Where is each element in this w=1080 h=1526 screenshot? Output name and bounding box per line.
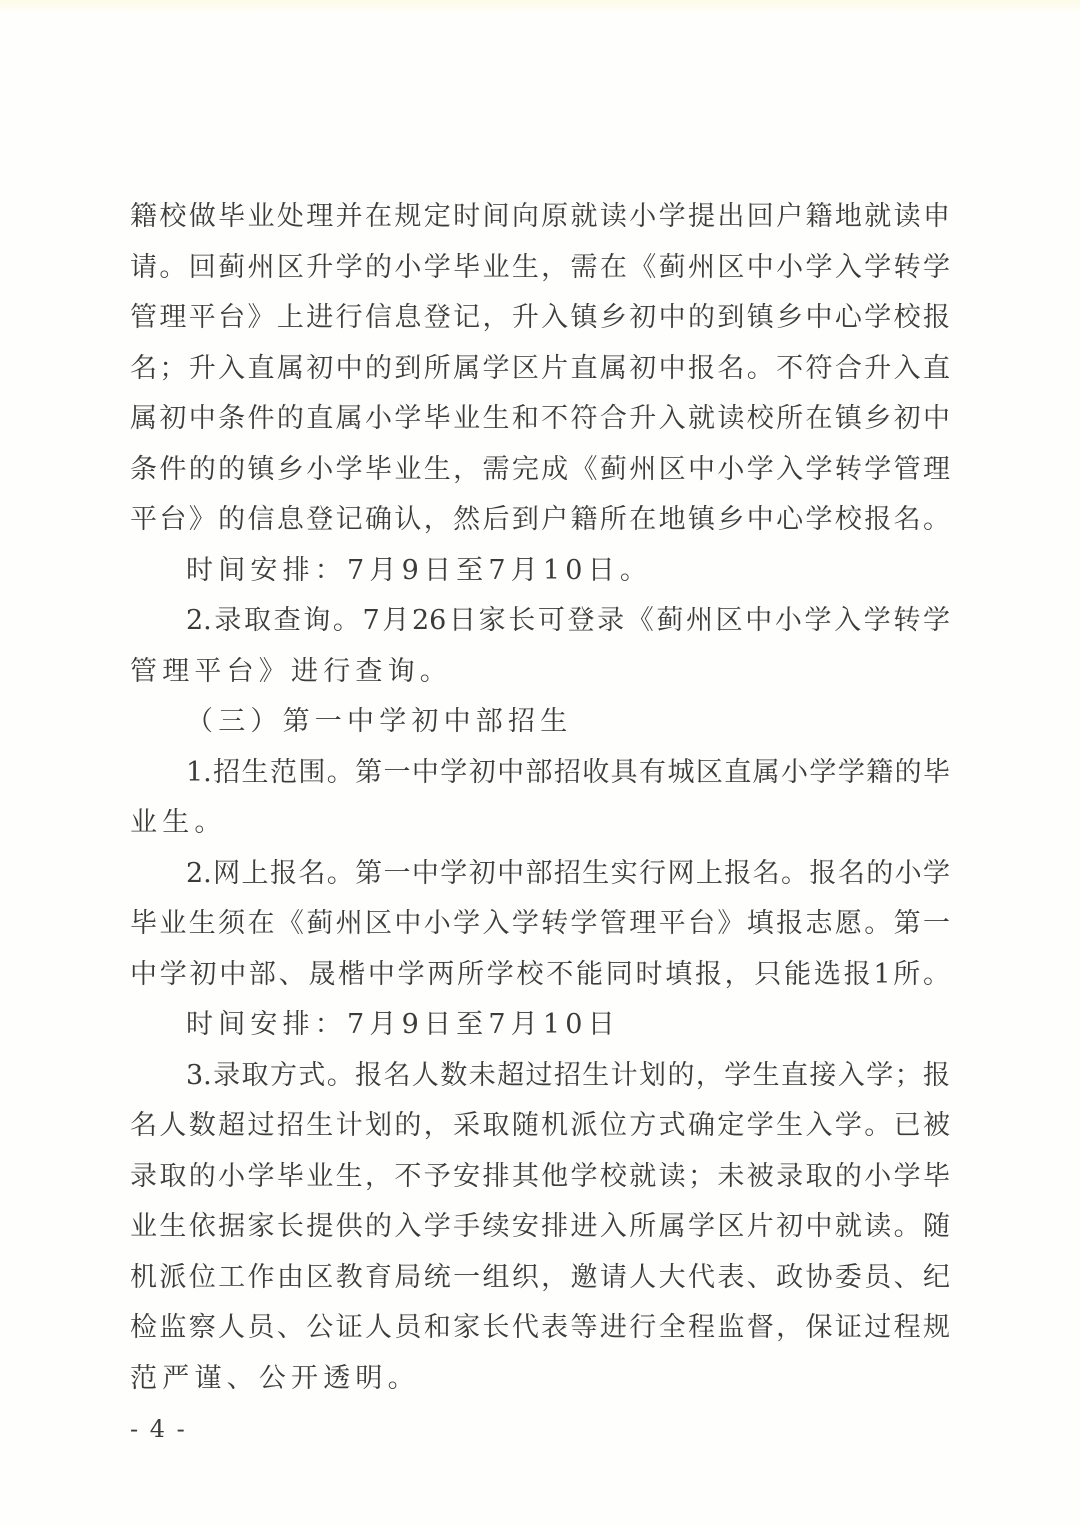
- schedule-line: 时间安排：7月9日至7月10日。: [186, 554, 653, 586]
- body-line: 平台》的信息登记确认，然后到户籍所在地镇乡中心学校报名。: [130, 504, 950, 535]
- body-line: 名；升入直属初中的到所属学区片直属初中报名。不符合升入直: [130, 352, 950, 384]
- body-line: 毕业生须在《蓟州区中小学入学转学管理平台》填报志愿。第一: [130, 908, 950, 939]
- page-number: - 4 -: [130, 1415, 187, 1443]
- body-line: 请。回蓟州区升学的小学毕业生，需在《蓟州区中小学入学转学: [130, 251, 950, 283]
- body-line: 业生。: [130, 807, 227, 838]
- document-body: [130, 192, 950, 1404]
- body-line: 管理平台》上进行信息登记，升入镇乡初中的到镇乡中心学校报: [130, 302, 950, 333]
- body-line: 名人数超过招生计划的，采取随机派位方式确定学生入学。已被: [130, 1110, 950, 1141]
- enrollment-scope-paragraph: 1.招生范围。第一中学初中部招收具有城区直属小学学籍的毕: [186, 756, 950, 788]
- admission-method-paragraph: 3.录取方式。报名人数未超过招生计划的，学生直接入学；报: [186, 1059, 950, 1091]
- body-line: 机派位工作由区教育局统一组织，邀请人大代表、政协委员、纪: [130, 1261, 950, 1293]
- body-line: 籍校做毕业处理并在规定时间向原就读小学提出回户籍地就读申: [130, 201, 950, 232]
- body-line: 管理平台》进行查询。: [130, 655, 452, 687]
- body-line: 范严谨、公开透明。: [130, 1362, 420, 1394]
- body-line: 录取的小学毕业生，不予安排其他学校就读；未被录取的小学毕: [130, 1160, 950, 1192]
- body-line: 中学初中部、晟楷中学两所学校不能同时填报，只能选报1所。: [130, 958, 950, 990]
- schedule-line: 时间安排：7月9日至7月10日: [186, 1009, 620, 1040]
- admission-query-paragraph: 2.录取查询。7月26日家长可登录《蓟州区中小学入学转学: [186, 605, 950, 636]
- body-line: 业生依据家长提供的入学手续安排进入所属学区片初中就读。随: [130, 1211, 950, 1242]
- online-registration-paragraph: 2.网上报名。第一中学初中部招生实行网上报名。报名的小学: [186, 857, 950, 889]
- section-heading: （三）第一中学初中部招生: [186, 706, 573, 737]
- body-line: 属初中条件的直属小学毕业生和不符合升入就读校所在镇乡初中: [130, 403, 950, 434]
- body-line: 条件的的镇乡小学毕业生，需完成《蓟州区中小学入学转学管理: [130, 453, 950, 485]
- body-line: 检监察人员、公证人员和家长代表等进行全程监督，保证过程规: [130, 1312, 950, 1343]
